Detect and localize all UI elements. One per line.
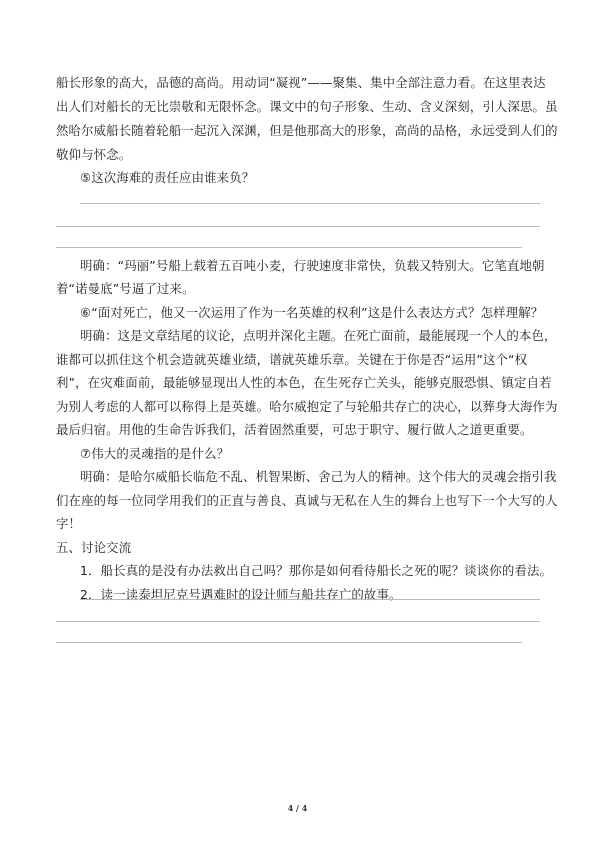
text-line: 明确：这是文章结尾的议论，点明并深化主题。在死亡面前，最能展现一个人的本色，: [80, 328, 557, 343]
text-line: 然哈尔威船长随着轮船一起沉入深渊，但是他那高大的形象，高尚的品格，永远受到人们的: [56, 123, 558, 138]
discussion-item-1: 1．船长真的是没有办法救出自己吗？那你是如何看待船长之死的呢？谈谈你的看法。: [80, 563, 553, 578]
text-line: 明确：“玛丽”号船上载着五百吨小麦，行驶速度非常快，负载又特别大。它笔直地朝: [80, 258, 545, 273]
question-6: ⑥“面对死亡，他又一次运用了作为一名英雄的权利”这是什么表达方式？怎样理解？: [80, 305, 544, 320]
text-line: 利”，在灾难面前，最能够显现出人性的本色，在生死存亡关头，能够克服恐惧、镇定自若: [56, 375, 552, 390]
text-line: 出人们对船长的无比崇敬和无限怀念。课文中的句子形象、生动、含义深刻，引人深思。虽: [56, 99, 558, 114]
question-7: ⑦伟大的灵魂指的是什么？: [80, 446, 230, 461]
text-line: 敬仰与怀念。: [56, 147, 132, 162]
page-number: 4 / 4: [287, 803, 308, 813]
answer-rule: [80, 599, 540, 600]
text-line: 字！: [56, 516, 82, 531]
section-heading: 五、讨论交流: [56, 540, 132, 555]
question-5: ⑤这次海难的责任应由谁来负？: [80, 170, 255, 185]
answer-rule: [80, 203, 540, 204]
text-line: 最后归宿。用他的生命告诉我们，活着固然重要，可忠于职守、履行做人之道更重要。: [56, 422, 533, 437]
answer-rule: [56, 247, 522, 248]
text-line: 们在座的每一位同学用我们的正直与善良、真诚与无私在人生的舞台上也写下一个大写的人: [56, 493, 558, 508]
text-line: 为别人考虑的人都可以称得上是英雄。哈尔威抱定了与轮船共存亡的决心，以葬身大海作为: [56, 399, 558, 414]
text-line: 谁都可以抓住这个机会造就英雄业绩，谱就英雄乐章。关键在于你是否“运用”这个“权: [56, 352, 528, 367]
discussion-item-2: 2．读一读泰坦尼克号遇难时的设计师与船共存亡的故事。: [80, 587, 402, 602]
text-line: 船长形象的高大，品德的高尚。用动词“凝视”——聚集、集中全部注意力看。在这里表达: [56, 75, 546, 90]
answer-rule: [56, 642, 522, 643]
text-line: 明确：是哈尔威船长临危不乱、机智果断、舍己为人的精神。这个伟大的灵魂会指引我: [80, 469, 557, 484]
text-line: 着“诺曼底”号逼了过来。: [56, 281, 195, 296]
answer-rule: [56, 621, 540, 622]
answer-rule: [56, 226, 540, 227]
